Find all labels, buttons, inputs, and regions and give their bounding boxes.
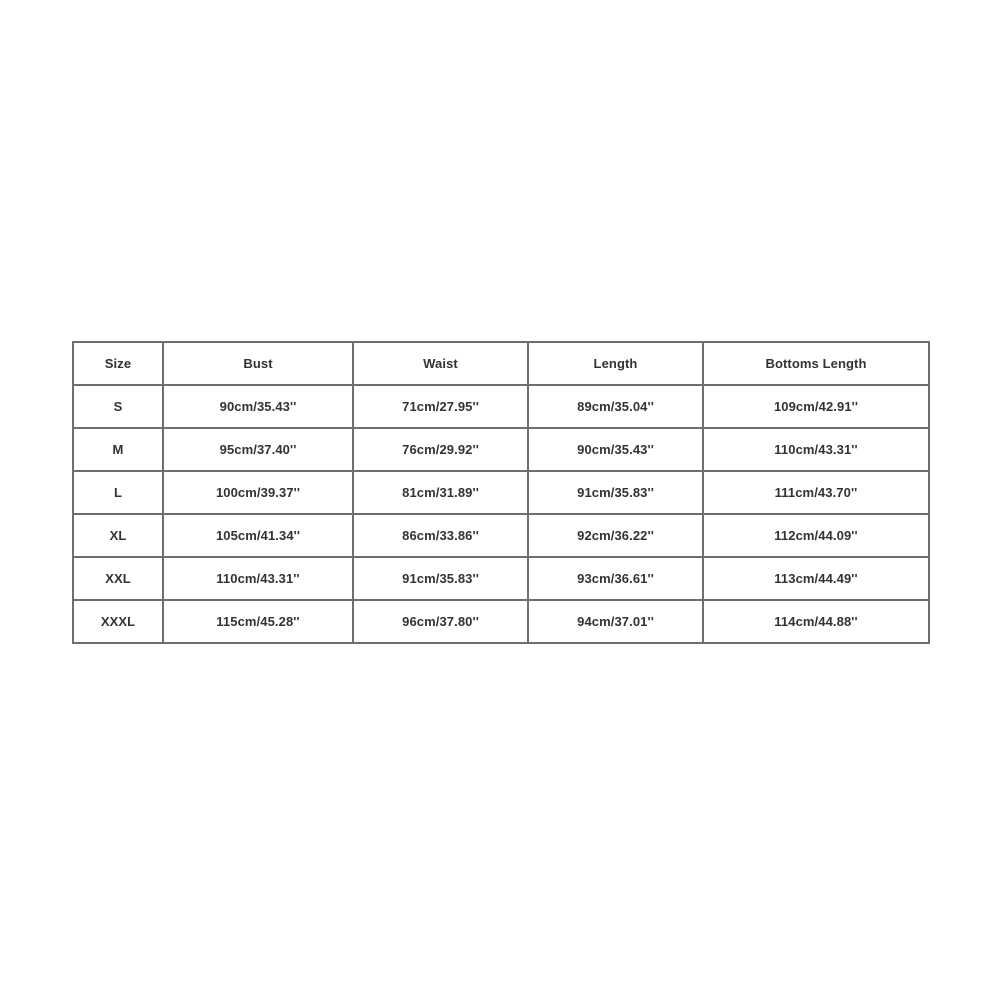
bottoms-length-cell: 111cm/43.70'' (703, 471, 929, 514)
size-cell: L (73, 471, 163, 514)
length-cell: 93cm/36.61'' (528, 557, 703, 600)
table-row (73, 428, 929, 471)
header-bust: Bust (163, 342, 353, 385)
header-waist: Waist (353, 342, 528, 385)
length-cell: 90cm/35.43'' (528, 428, 703, 471)
table-row (73, 600, 929, 643)
bottoms-length-cell: 113cm/44.49'' (703, 557, 929, 600)
bust-cell: 100cm/39.37'' (163, 471, 353, 514)
header-bottoms-length: Bottoms Length (703, 342, 929, 385)
table-row (73, 557, 929, 600)
waist-cell: 81cm/31.89'' (353, 471, 528, 514)
bust-cell: 90cm/35.43'' (163, 385, 353, 428)
size-cell: XXL (73, 557, 163, 600)
waist-cell: 96cm/37.80'' (353, 600, 528, 643)
table-row (73, 471, 929, 514)
bust-cell: 110cm/43.31'' (163, 557, 353, 600)
table-header-row (73, 342, 929, 385)
length-cell: 89cm/35.04'' (528, 385, 703, 428)
size-cell: M (73, 428, 163, 471)
bust-cell: 105cm/41.34'' (163, 514, 353, 557)
bottoms-length-cell: 114cm/44.88'' (703, 600, 929, 643)
size-cell: S (73, 385, 163, 428)
table-row (73, 514, 929, 557)
header-size: Size (73, 342, 163, 385)
waist-cell: 71cm/27.95'' (353, 385, 528, 428)
size-cell: XL (73, 514, 163, 557)
bust-cell: 115cm/45.28'' (163, 600, 353, 643)
header-length: Length (528, 342, 703, 385)
bottoms-length-cell: 112cm/44.09'' (703, 514, 929, 557)
length-cell: 92cm/36.22'' (528, 514, 703, 557)
bottoms-length-cell: 109cm/42.91'' (703, 385, 929, 428)
bottoms-length-cell: 110cm/43.31'' (703, 428, 929, 471)
bust-cell: 95cm/37.40'' (163, 428, 353, 471)
waist-cell: 91cm/35.83'' (353, 557, 528, 600)
size-chart-table (72, 341, 930, 644)
table-row (73, 385, 929, 428)
size-cell: XXXL (73, 600, 163, 643)
length-cell: 94cm/37.01'' (528, 600, 703, 643)
waist-cell: 86cm/33.86'' (353, 514, 528, 557)
waist-cell: 76cm/29.92'' (353, 428, 528, 471)
length-cell: 91cm/35.83'' (528, 471, 703, 514)
